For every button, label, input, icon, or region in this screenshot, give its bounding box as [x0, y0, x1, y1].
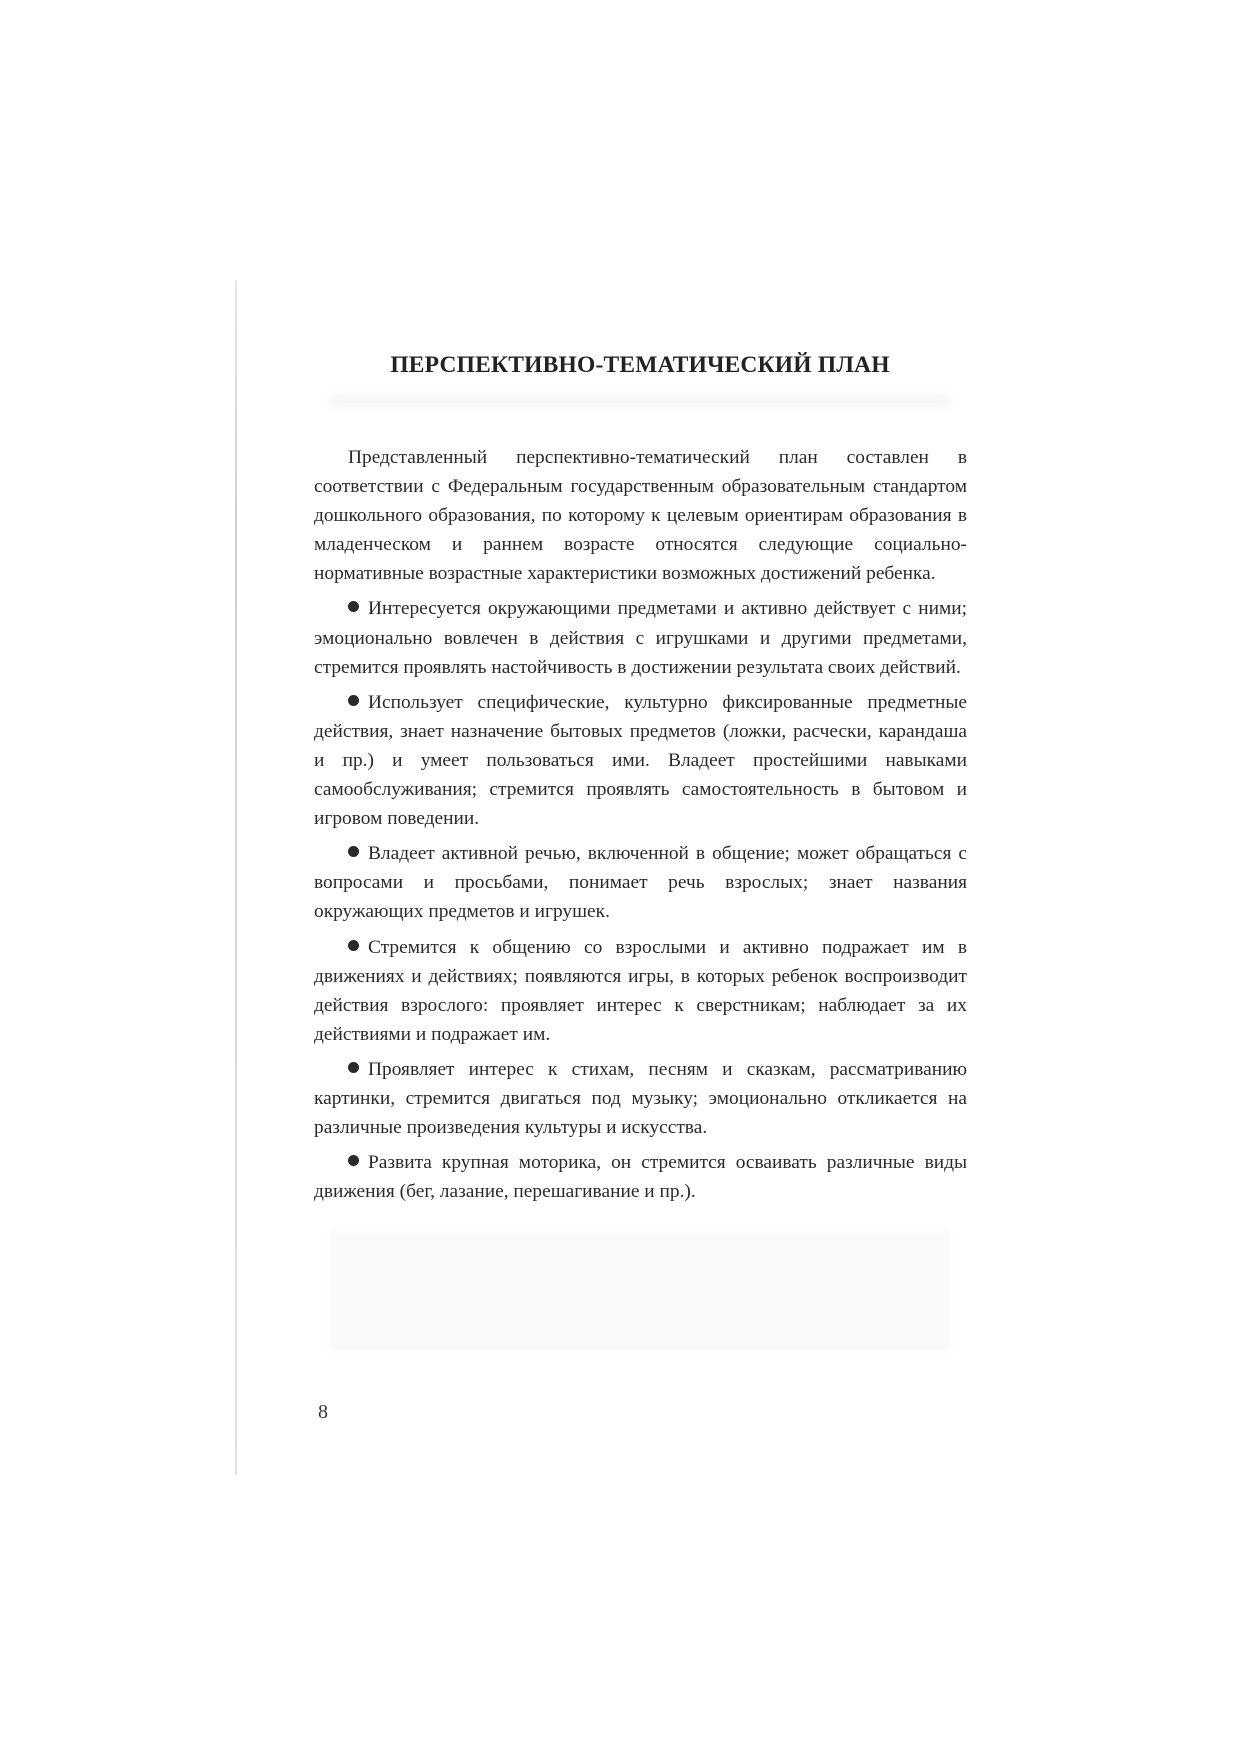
bullet-icon	[348, 846, 359, 857]
bleed-through-shadow	[330, 395, 950, 407]
bullet-item: Использует специфические, культурно фиксированные предметные действия, знает назначение бытовых предметов (ложки, расчески, карандаша и пр.) и умеет пользоваться ими. Владеет простейшими навыками самообслуживания; стремится проявлять самостоятельность в бытовом и игровом поведении.	[314, 691, 967, 830]
bullet-item: Проявляет интерес к стихам, песням и сказкам, рассматриванию картинки, стремится двигаться под музыку; эмоционально откликается на различные произведения культуры и искусства.	[314, 1058, 967, 1139]
bullet-icon	[348, 1155, 359, 1166]
bullet-item: Стремится к общению со взрослыми и активно подражает им в движениях и действиях; появляются игры, в которых ребенок воспроизводит действия взрослого: проявляет интерес к сверстникам; наблюдает за их действиями и подражает им.	[314, 936, 967, 1045]
bullet-item: Владеет активной речью, включенной в общение; может обращаться с вопросами и просьбами, понимает речь взрослых; знает названия окружающих предметов и игрушек.	[314, 843, 967, 923]
bleed-through-shadow	[330, 1230, 950, 1350]
bullet-icon	[348, 940, 359, 951]
scan-binding-edge	[235, 280, 237, 1475]
intro-paragraph: Представленный перспективно-тематический план составлен в соответствии с Федеральным государственным образовательным стандартом дошкольного образования, по которому к целевым ориентирам образования в младенческом и раннем возрасте относятся следующие социально-нормативные возрастные характеристики возможных достижений ребенка.	[314, 447, 967, 585]
bullet-item: Развита крупная моторика, он стремится осваивать различные виды движения (бег, лазание, перешагивание и пр.).	[314, 1152, 967, 1203]
bullet-item: Интересуется окружающими предметами и активно действует с ними; эмоционально вовлечен в действия с игрушками и другими предметами, стремится проявлять настойчивость в достижении результата своих действий.	[314, 598, 967, 678]
page-title: ПЕРСПЕКТИВНО-ТЕМАТИЧЕСКИЙ ПЛАН	[390, 352, 890, 378]
body-text	[314, 443, 967, 1212]
bullet-icon	[348, 1062, 359, 1073]
bullet-icon	[348, 695, 359, 706]
page-number: 8	[318, 1401, 328, 1423]
bullet-icon	[348, 601, 359, 612]
